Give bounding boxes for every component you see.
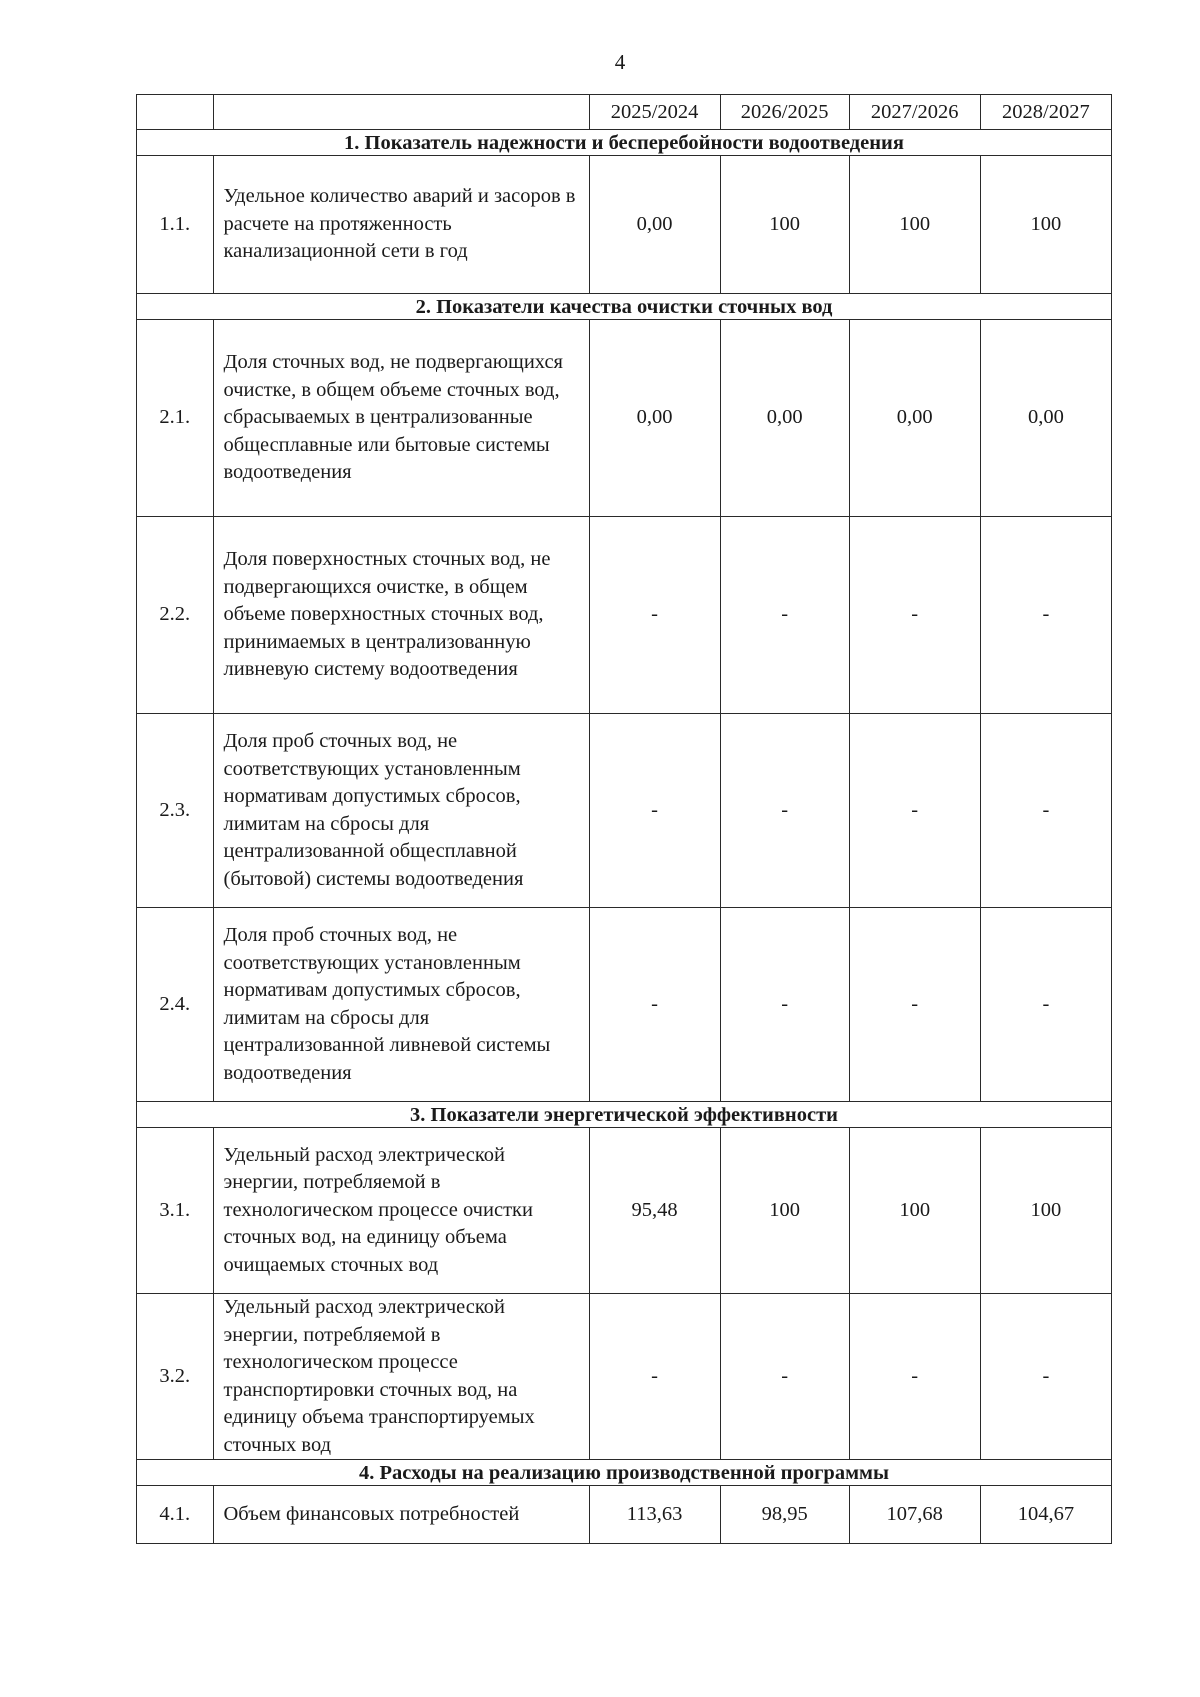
row-value: 100 xyxy=(720,156,849,294)
row-description: Удельное количество аварий и засоров в расчете на протяженность канализационной сети в год xyxy=(213,156,589,294)
row-value: 104,67 xyxy=(980,1486,1111,1544)
row-number: 2.2. xyxy=(137,517,214,714)
row-value: 0,00 xyxy=(589,320,720,517)
row-value: 100 xyxy=(849,156,980,294)
table-row xyxy=(137,714,1112,908)
row-value: - xyxy=(980,714,1111,908)
row-value: 100 xyxy=(980,156,1111,294)
header-year-cell: 2028/2027 xyxy=(980,95,1111,130)
row-number: 3.2. xyxy=(137,1294,214,1460)
table-row xyxy=(137,156,1112,294)
row-description: Доля сточных вод, не подвергающихся очистке, в общем объеме сточных вод, сбрасываемых в централизованные общесплавные или бытовые системы водоотведения xyxy=(213,320,589,517)
row-value: - xyxy=(980,1294,1111,1460)
row-value: - xyxy=(720,517,849,714)
header-num-cell xyxy=(137,95,214,130)
section-header-row xyxy=(137,130,1112,156)
row-value: - xyxy=(849,908,980,1102)
section-header-row xyxy=(137,1102,1112,1128)
table-row xyxy=(137,320,1112,517)
table-row xyxy=(137,1486,1112,1544)
row-value: - xyxy=(849,517,980,714)
row-value: - xyxy=(720,714,849,908)
row-value: - xyxy=(849,714,980,908)
row-value: 107,68 xyxy=(849,1486,980,1544)
row-number: 3.1. xyxy=(137,1128,214,1294)
header-desc-cell xyxy=(213,95,589,130)
row-value: - xyxy=(980,908,1111,1102)
table-row xyxy=(137,908,1112,1102)
table-row xyxy=(137,1128,1112,1294)
header-year-cell: 2025/2024 xyxy=(589,95,720,130)
row-value: 0,00 xyxy=(849,320,980,517)
row-value: 100 xyxy=(720,1128,849,1294)
row-value: 0,00 xyxy=(980,320,1111,517)
row-value: 0,00 xyxy=(720,320,849,517)
row-number: 1.1. xyxy=(137,156,214,294)
section-title: 1. Показатель надежности и бесперебойности водоотведения xyxy=(137,130,1112,156)
row-value: - xyxy=(720,908,849,1102)
row-value: - xyxy=(589,714,720,908)
header-row xyxy=(137,95,1112,130)
row-value: - xyxy=(980,517,1111,714)
row-value: - xyxy=(720,1294,849,1460)
row-value: 100 xyxy=(849,1128,980,1294)
row-value: 113,63 xyxy=(589,1486,720,1544)
row-number: 2.1. xyxy=(137,320,214,517)
table-row xyxy=(137,1294,1112,1460)
row-number: 2.3. xyxy=(137,714,214,908)
section-title: 4. Расходы на реализацию производственной программы xyxy=(137,1460,1112,1486)
table-row xyxy=(137,517,1112,714)
row-value: 98,95 xyxy=(720,1486,849,1544)
row-value: - xyxy=(589,908,720,1102)
row-description: Удельный расход электрической энергии, потребляемой в технологическом процессе очистки сточных вод, на единицу объема очищаемых сточных вод xyxy=(213,1128,589,1294)
header-year-cell: 2026/2025 xyxy=(720,95,849,130)
row-value: 95,48 xyxy=(589,1128,720,1294)
section-title: 3. Показатели энергетической эффективности xyxy=(137,1102,1112,1128)
page-number: 4 xyxy=(614,50,626,74)
row-description: Доля проб сточных вод, не соответствующих установленным нормативам допустимых сбросов, лимитам на сбросы для централизованной ливневой системы водоотведения xyxy=(213,908,589,1102)
row-number: 2.4. xyxy=(137,908,214,1102)
row-description: Объем финансовых потребностей xyxy=(213,1486,589,1544)
row-description: Удельный расход электрической энергии, потребляемой в технологическом процессе транспортировки сточных вод, на единицу объема транспортируемых сточных вод xyxy=(213,1294,589,1460)
row-value: 100 xyxy=(980,1128,1111,1294)
row-value: - xyxy=(589,517,720,714)
row-value: - xyxy=(849,1294,980,1460)
row-number: 4.1. xyxy=(137,1486,214,1544)
row-value: - xyxy=(589,1294,720,1460)
section-header-row xyxy=(137,1460,1112,1486)
indicators-table xyxy=(136,94,1112,1544)
row-description: Доля поверхностных сточных вод, не подвергающихся очистке, в общем объеме поверхностных сточных вод, принимаемых в централизованную ливневую систему водоотведения xyxy=(213,517,589,714)
header-year-cell: 2027/2026 xyxy=(849,95,980,130)
row-description: Доля проб сточных вод, не соответствующих установленным нормативам допустимых сбросов, лимитам на сбросы для централизованной общесплавной (бытовой) системы водоотведения xyxy=(213,714,589,908)
section-title: 2. Показатели качества очистки сточных вод xyxy=(137,294,1112,320)
section-header-row xyxy=(137,294,1112,320)
row-value: 0,00 xyxy=(589,156,720,294)
